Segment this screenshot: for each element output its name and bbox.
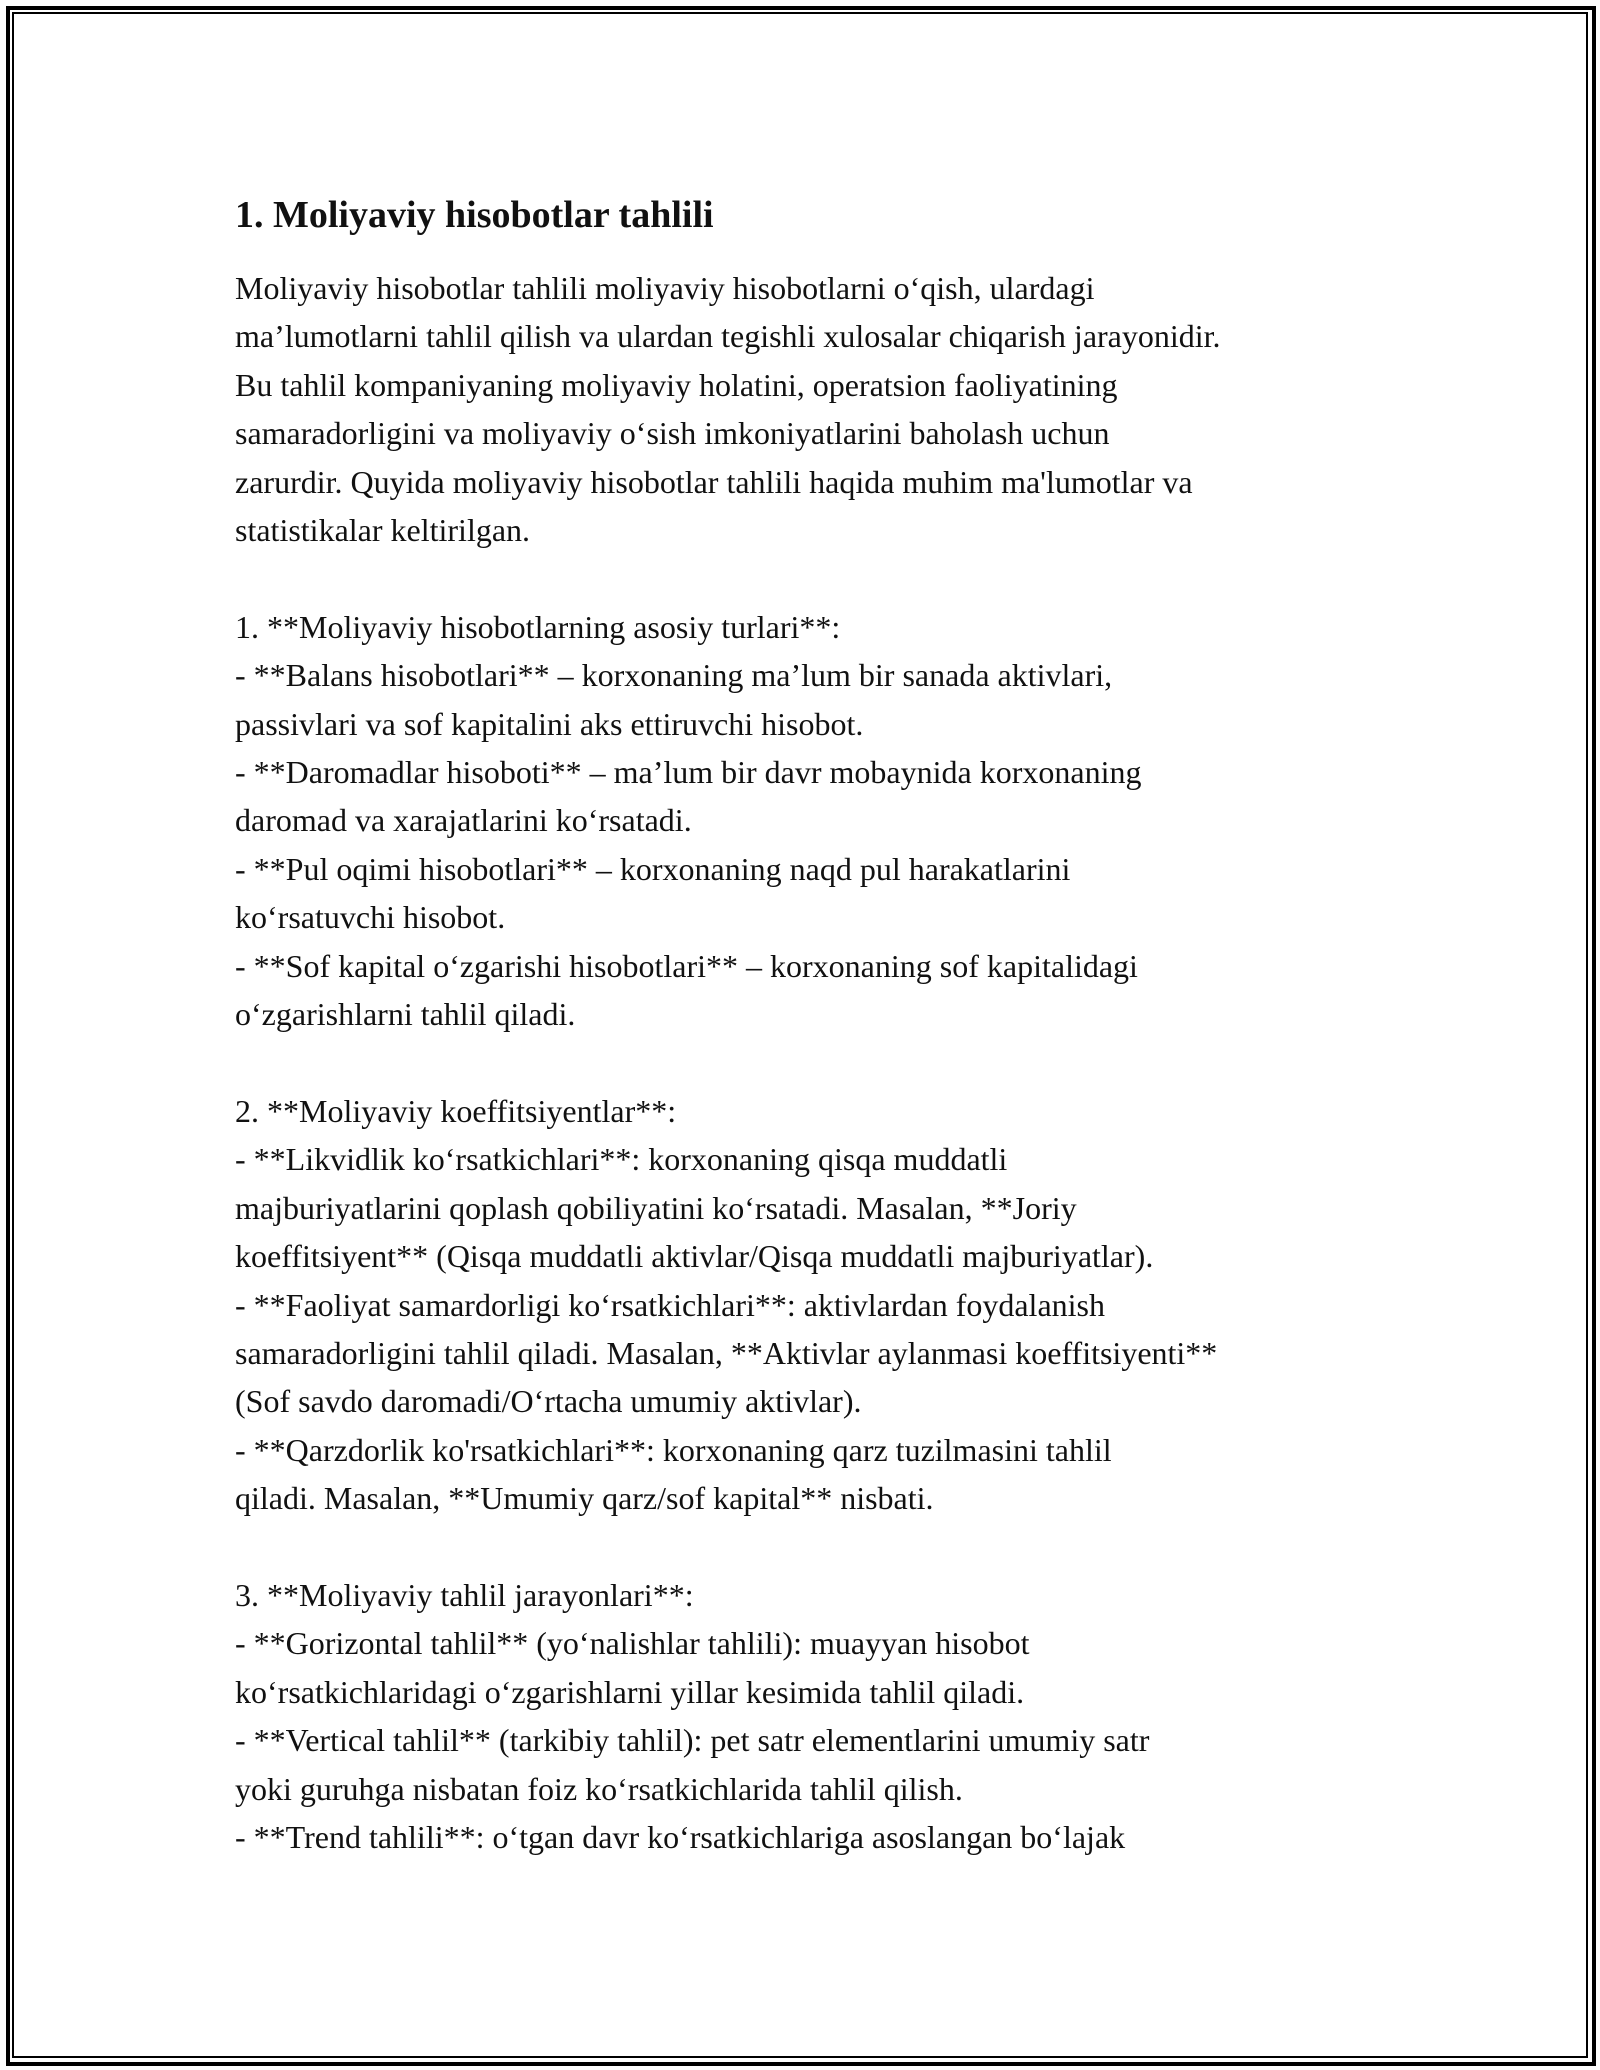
document-title: 1. Moliyaviy hisobotlar tahlili [235,194,714,236]
list-item: - **Sof kapital o‘zgarishi hisobotlari** – korxonaning sof kapitalidagi o‘zgarishlarni tahlil qiladi. [235,947,1138,1033]
intro-paragraph: Moliyaviy hisobotlar tahlili moliyaviy hisobotlarni o‘qish, ulardagi ma’lumotlarni tahlil qilish va ulardan tegishli xulosalar chiqarish jarayonidir. Bu tahlil kompaniyaning moliyaviy holatini, operatsion faoliyatining samaradorligini va moliyaviy o‘sish imkoniyatlarini baholash uchun zarurdir. Quyida moliyaviy hisobotlar tahlili haqida muhim ma'lumotlar va statistikalar keltirilgan. [235,270,1221,549]
list-item: - **Faoliyat samardorligi ko‘rsatkichlari**: aktivlardan foydalanish samaradorligini tahlil qiladi. Masalan, **Aktivlar aylanmasi koeffitsiyenti** (Sof savdo daromadi/O‘rtacha umumiy aktivlar). [235,1286,1218,1420]
list-item: - **Trend tahlili**: o‘tgan davr ko‘rsatkichlariga asoslangan bo‘lajak [235,1818,1126,1855]
list-item: - **Qarzdorlik ko'rsatkichlari**: korxonaning qarz tuzilmasini tahlil qiladi. Masalan, **Umumiy qarz/sof kapital** nisbati. [235,1431,1112,1517]
document-body [235,188,1395,1861]
list-item: - **Pul oqimi hisobotlari** – korxonaning naqd pul harakatlarini ko‘rsatuvchi hisobot. [235,850,1071,936]
list-item: - **Likvidlik ko‘rsatkichlari**: korxonaning qisqa muddatli majburiyatlarini qoplash qobiliyatini ko‘rsatadi. Masalan, **Joriy koeffitsiyent** (Qisqa muddatli aktivlar/Qisqa muddatli majburiyatlar). [235,1141,1154,1275]
section-heading: 1. **Moliyaviy hisobotlarning asosiy turlari**: [235,608,841,645]
section-heading: 2. **Moliyaviy koeffitsiyentlar**: [235,1092,677,1129]
section-financial-ratios [235,1087,1395,1523]
section-analysis-processes [235,1571,1395,1861]
list-item: - **Daromadlar hisoboti** – ma’lum bir davr mobaynida korxonaning daromad va xarajatlarini ko‘rsatadi. [235,754,1142,839]
section-report-types [235,603,1395,1039]
list-item: - **Gorizontal tahlil** (yo‘nalishlar tahlili): muayyan hisobot ko‘rsatkichlaridagi o‘zgarishlarni yillar kesimida tahlil qiladi. [235,1625,1030,1710]
section-heading: 3. **Moliyaviy tahlil jarayonlari**: [235,1576,694,1613]
list-item: - **Vertical tahlil** (tarkibiy tahlil): pet satr elementlarini umumiy satr yoki guruhga nisbatan foiz ko‘rsatkichlarida tahlil qilish. [235,1722,1150,1807]
list-item: - **Balans hisobotlari** – korxonaning ma’lum bir sanada aktivlari, passivlari va sof kapitalini aks ettiruvchi hisobot. [235,657,1113,742]
